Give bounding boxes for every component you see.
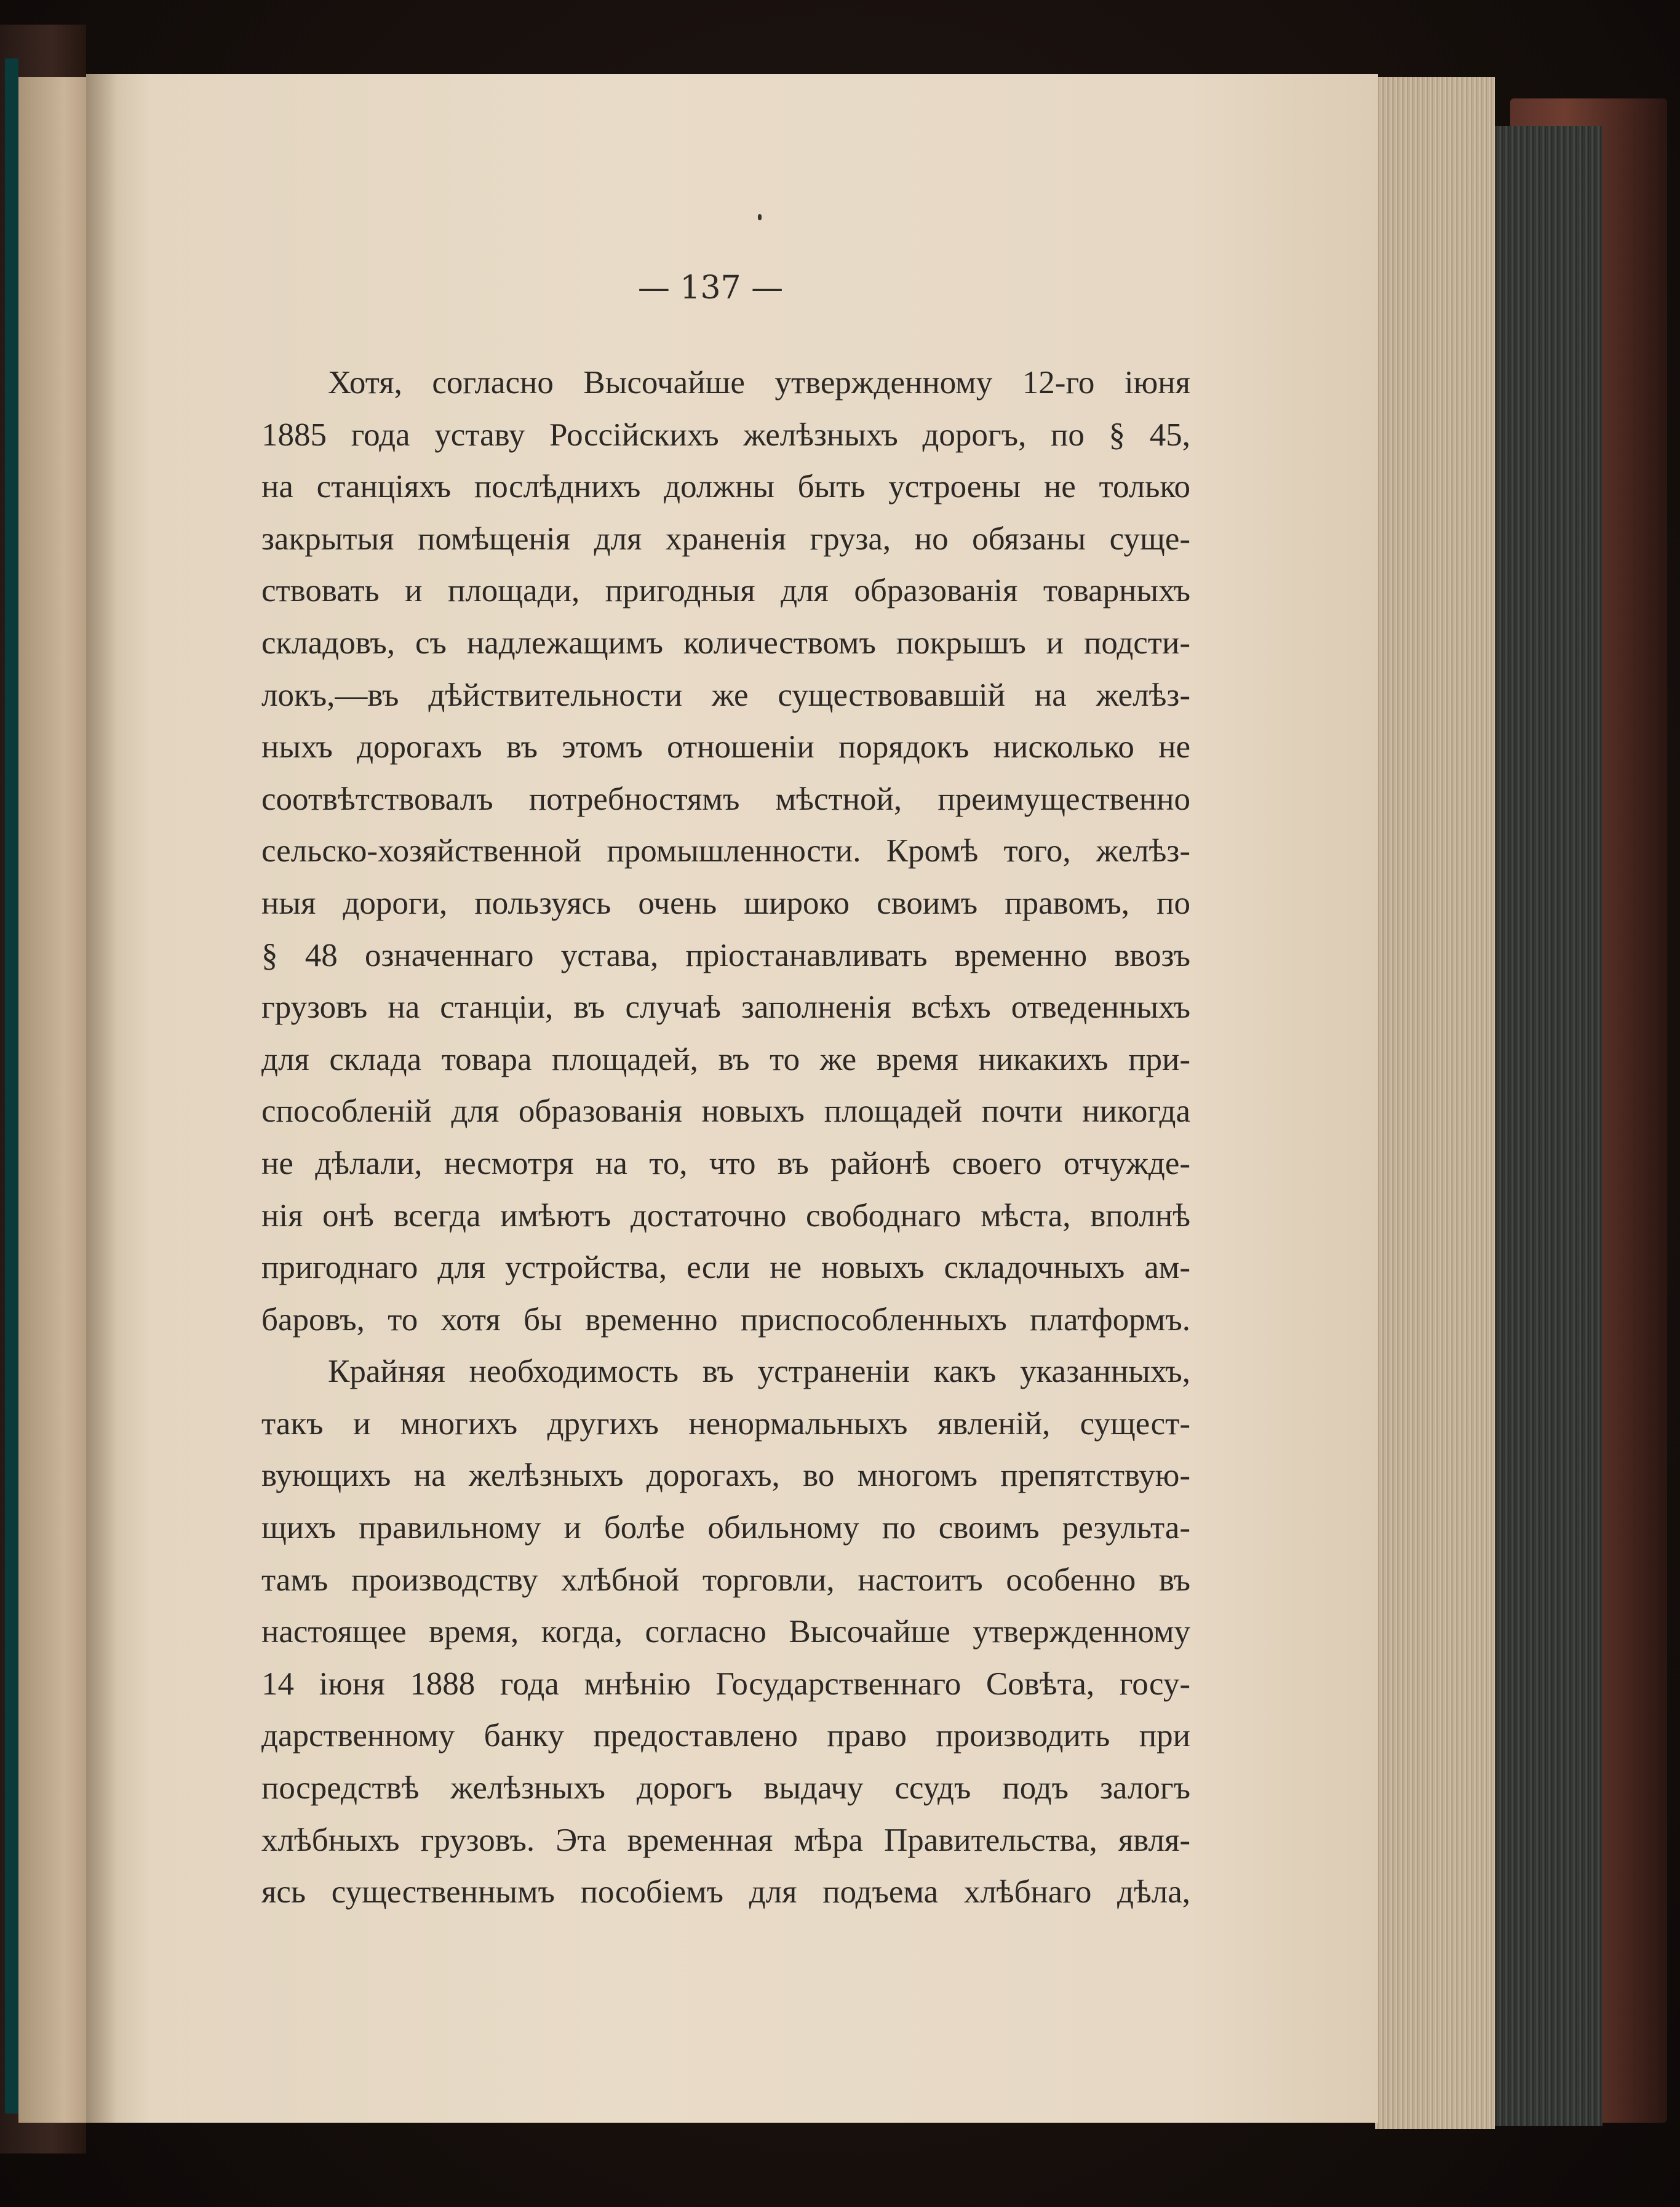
gutter-shadow [86, 74, 117, 2123]
text-line: щихъ правильному и болѣе обильному по своимъ результа- [261, 1510, 1190, 1546]
ink-speck [758, 214, 762, 220]
text-line: не дѣлали, несмотря на то, что въ районѣ своего отчужде- [261, 1145, 1190, 1181]
cover-edge-band [5, 58, 18, 2113]
text-line: 1885 года уставу Россійскихъ желѣзныхъ дорогъ, по § 45, [261, 417, 1190, 453]
paragraph [261, 357, 1190, 1346]
text-line: ствовать и площади, пригодныя для образованія товарныхъ [261, 573, 1190, 609]
text-line: тамъ производству хлѣбной торговли, настоитъ особенно въ [261, 1562, 1190, 1598]
text-line: закрытыя помѣщенія для храненія груза, но обязаны суще- [261, 521, 1190, 557]
text-line: настоящее время, когда, согласно Высочайше утвержденному [261, 1614, 1190, 1650]
text-line: способленій для образованія новыхъ площадей почти никогда [261, 1093, 1190, 1130]
text-line: для склада товара площадей, въ то же время никакихъ при- [261, 1041, 1190, 1077]
text-line: ясь существеннымъ пособіемъ для подъема хлѣбнаго дѣла, [261, 1874, 1190, 1910]
text-line: ныя дороги, пользуясь очень широко своимъ правомъ, по [261, 885, 1190, 921]
text-line: дарственному банку предоставлено право производить при [261, 1718, 1190, 1754]
text-line: локъ,—въ дѣйствительности же существовавшій на желѣз- [261, 677, 1190, 713]
text-line: такъ и многихъ другихъ ненормальныхъ явленій, сущест- [261, 1405, 1190, 1442]
text-line: грузовъ на станціи, въ случаѣ заполненія всѣхъ отведенныхъ [261, 989, 1190, 1026]
text-line: складовъ, съ надлежащимъ количествомъ покрышъ и подсти- [261, 625, 1190, 661]
text-line: баровъ, то хотя бы временно приспособленныхъ платформъ. [261, 1301, 1190, 1338]
text-line: Хотя, согласно Высочайше утвержденному 12-го іюня [328, 365, 1190, 401]
text-line: соотвѣтствовалъ потребностямъ мѣстной, преимущественно [261, 781, 1190, 817]
text-line: посредствѣ желѣзныхъ дорогъ выдачу ссудъ подъ залогъ [261, 1770, 1190, 1806]
text-line: пригоднаго для устройства, если не новыхъ складочныхъ ам- [261, 1250, 1190, 1286]
facing-page-edge [18, 77, 89, 2123]
text-line: ныхъ дорогахъ въ этомъ отношеніи порядокъ нисколько не [261, 729, 1190, 765]
text-line: вующихъ на желѣзныхъ дорогахъ, во многомъ препятствую- [261, 1458, 1190, 1494]
text-line: 14 іюня 1888 года мнѣнію Государственнаго Совѣта, госу- [261, 1666, 1190, 1702]
paragraph [261, 1346, 1190, 1918]
text-line: сельско-хозяйственной промышленности. Кромѣ того, желѣз- [261, 833, 1190, 869]
page-block-edge [1375, 77, 1495, 2129]
text-line: хлѣбныхъ грузовъ. Эта временная мѣра Правительства, явля- [261, 1822, 1190, 1858]
text-line: на станціяхъ послѣднихъ должны быть устроены не только [261, 469, 1190, 505]
text-line: нія онѣ всегда имѣютъ достаточно свободнаго мѣста, вполнѣ [261, 1197, 1190, 1234]
body-text [261, 357, 1190, 1918]
text-line: Крайняя необходимость въ устраненіи какъ указанныхъ, [328, 1354, 1190, 1390]
page-number: — 137 — [637, 269, 784, 306]
page-block-edge-dark [1492, 126, 1602, 2126]
text-line: § 48 означеннаго устава, пріостанавливать временно ввозъ [261, 937, 1190, 973]
